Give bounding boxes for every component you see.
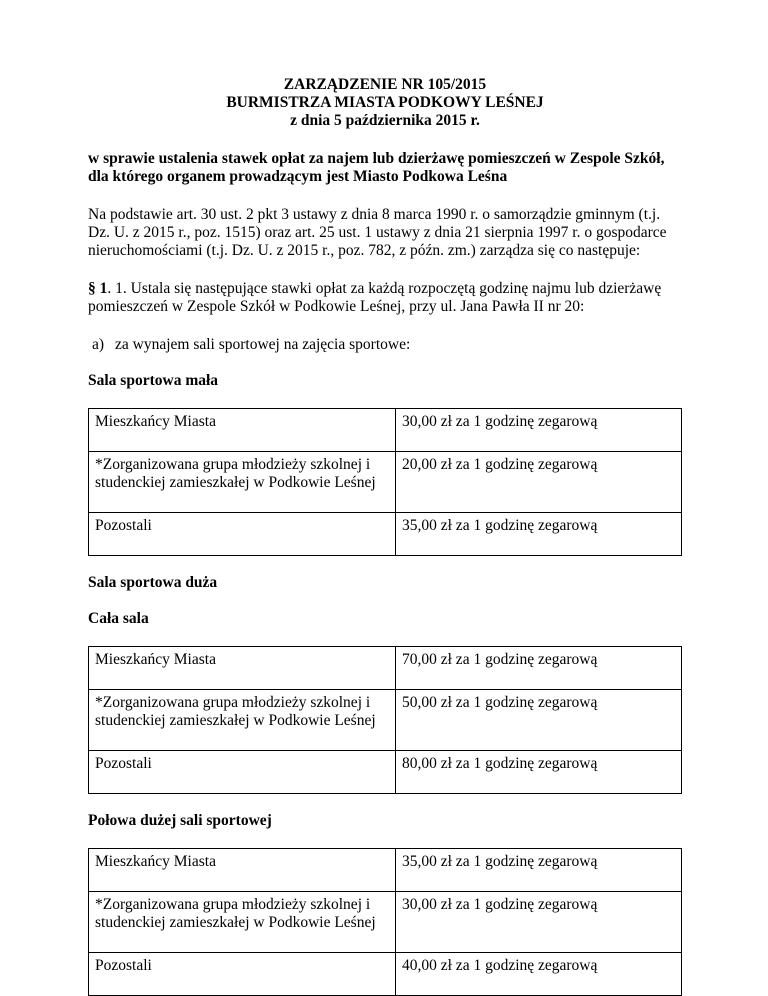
table-cell-rate: 20,00 zł za 1 godzinę zegarową xyxy=(396,452,682,513)
table-cell-group: Pozostali xyxy=(89,953,396,996)
paragraph-mark: § 1 xyxy=(88,280,108,297)
whole-hall-heading: Cała sala xyxy=(88,610,149,627)
table-cell-rate: 50,00 zł za 1 godzinę zegarową xyxy=(396,690,682,751)
table-cell-group: Pozostali xyxy=(89,513,396,556)
table-cell-rate: 30,00 zł za 1 godzinę zegarową xyxy=(396,892,682,953)
big-hall-table xyxy=(88,646,682,794)
table-row xyxy=(89,690,682,751)
table-row xyxy=(89,647,682,690)
table-cell-rate: 35,00 zł za 1 godzinę zegarową xyxy=(396,513,682,556)
table-cell-group: *Zorganizowana grupa młodzieży szkolnej i studenckiej zamieszkałej w Podkowie Leśnej xyxy=(89,690,396,751)
list-item-a xyxy=(88,336,682,354)
small-hall-heading: Sala sportowa mała xyxy=(88,372,219,389)
list-item-label: a) xyxy=(92,336,105,353)
big-hall-section xyxy=(88,574,682,794)
table-cell-rate: 70,00 zł za 1 godzinę zegarową xyxy=(396,647,682,690)
title-line-3: z dnia 5 października 2015 r. xyxy=(290,112,480,129)
table-row xyxy=(89,452,682,513)
table-row xyxy=(89,409,682,452)
list-item-text: za wynajem sali sportowej na zajęcia sportowe: xyxy=(115,336,411,353)
half-hall-heading: Połowa dużej sali sportowej xyxy=(88,812,272,829)
half-hall-section xyxy=(88,812,682,996)
half-hall-table xyxy=(88,848,682,996)
table-cell-rate: 40,00 zł za 1 godzinę zegarową xyxy=(396,953,682,996)
table-cell-group: Pozostali xyxy=(89,751,396,794)
paragraph-1 xyxy=(88,280,682,316)
big-hall-heading: Sala sportowa duża xyxy=(88,574,218,591)
table-row xyxy=(89,751,682,794)
paragraph-1-text: . 1. Ustala się następujące stawki opłat za każdą rozpoczętą godzinę najmu lub dzierżawę pomieszczeń w Zespole Szkół w Podkowie Leśnej, przy ul. Jana Pawła II nr 20: xyxy=(88,280,662,315)
document-subject: w sprawie ustalenia stawek opłat za najem lub dzierżawę pomieszczeń w Zespole Szkół, dla którego organem prowadzącym jest Miasto Podkowa Leśna xyxy=(88,150,665,185)
table-row xyxy=(89,513,682,556)
table-cell-rate: 30,00 zł za 1 godzinę zegarową xyxy=(396,409,682,452)
small-hall-section xyxy=(88,372,682,556)
table-cell-group: *Zorganizowana grupa młodzieży szkolnej i studenckiej zamieszkałej w Podkowie Leśnej xyxy=(89,892,396,953)
document-page xyxy=(88,76,682,996)
table-cell-rate: 35,00 zł za 1 godzinę zegarową xyxy=(396,849,682,892)
table-cell-group: Mieszkańcy Miasta xyxy=(89,849,396,892)
small-hall-table xyxy=(88,408,682,556)
table-row xyxy=(89,849,682,892)
title-line-1: ZARZĄDZENIE NR 105/2015 xyxy=(283,76,487,93)
table-cell-group: *Zorganizowana grupa młodzieży szkolnej i studenckiej zamieszkałej w Podkowie Leśnej xyxy=(89,452,396,513)
document-title xyxy=(88,76,682,130)
table-row xyxy=(89,892,682,953)
title-line-2: BURMISTRZA MIASTA PODKOWY LEŚNEJ xyxy=(226,94,544,111)
table-row xyxy=(89,953,682,996)
table-cell-group: Mieszkańcy Miasta xyxy=(89,647,396,690)
table-cell-group: Mieszkańcy Miasta xyxy=(89,409,396,452)
legal-basis: Na podstawie art. 30 ust. 2 pkt 3 ustawy z dnia 8 marca 1990 r. o samorządzie gminnym (t.j. Dz. U. z 2015 r., poz. 1515) oraz art. 25 ust. 1 ustawy z dnia 21 sierpnia 1997 r. o gospodarce nieruchomościami (t.j. Dz. U. z 2015 r., poz. 782, z późn. zm.) zarządza się co następuje: xyxy=(88,206,667,259)
table-cell-rate: 80,00 zł za 1 godzinę zegarową xyxy=(396,751,682,794)
